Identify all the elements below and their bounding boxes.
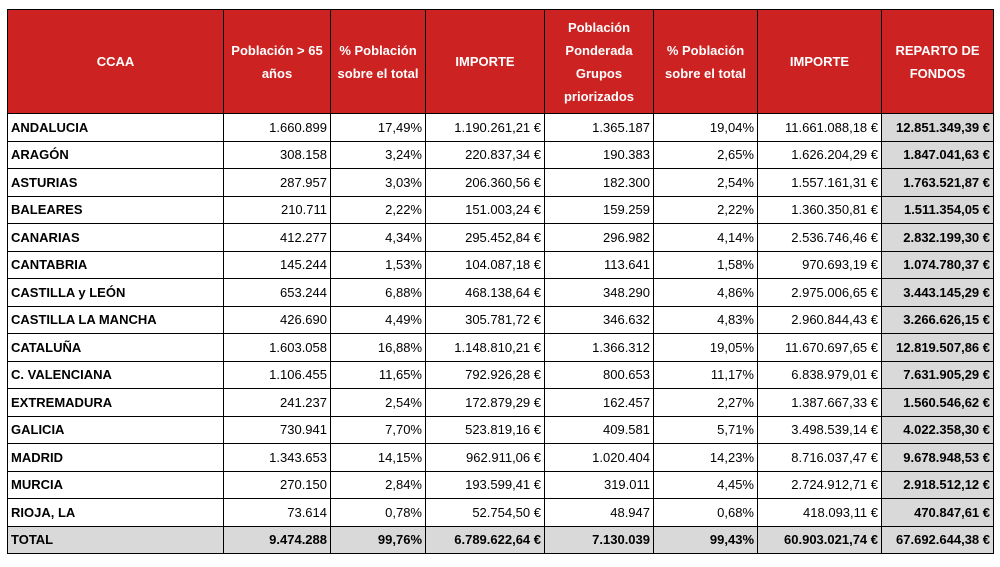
cell-reparto-fondos: 3.443.145,29 € <box>882 279 994 307</box>
cell-pct-poblacion: 6,88% <box>331 279 426 307</box>
cell-importe: 206.360,56 € <box>426 169 545 197</box>
cell-pct-poblacion-2: 4,45% <box>654 471 758 499</box>
table-row <box>8 279 994 307</box>
cell-ccaa: CASTILLA y LEÓN <box>8 279 224 307</box>
cell-ccaa: CANTABRIA <box>8 251 224 279</box>
cell-ccaa: TOTAL <box>8 526 224 554</box>
cell-ccaa: C. VALENCIANA <box>8 361 224 389</box>
header-importe-2: IMPORTE <box>758 10 882 114</box>
cell-reparto-fondos: 1.847.041,63 € <box>882 141 994 169</box>
cell-pct-poblacion-2: 19,05% <box>654 334 758 362</box>
cell-pct-poblacion-2: 4,83% <box>654 306 758 334</box>
header-ccaa: CCAA <box>8 10 224 114</box>
cell-reparto-fondos: 1.074.780,37 € <box>882 251 994 279</box>
cell-importe-2: 1.626.204,29 € <box>758 141 882 169</box>
cell-pct-poblacion: 11,65% <box>331 361 426 389</box>
cell-importe: 6.789.622,64 € <box>426 526 545 554</box>
cell-importe: 1.190.261,21 € <box>426 114 545 142</box>
cell-pct-poblacion-2: 1,58% <box>654 251 758 279</box>
cell-reparto-fondos: 7.631.905,29 € <box>882 361 994 389</box>
cell-pct-poblacion-2: 2,54% <box>654 169 758 197</box>
cell-poblacion-ponderada: 348.290 <box>545 279 654 307</box>
cell-reparto-fondos: 67.692.644,38 € <box>882 526 994 554</box>
cell-importe-2: 1.360.350,81 € <box>758 196 882 224</box>
cell-importe-2: 1.387.667,33 € <box>758 389 882 417</box>
cell-pct-poblacion-2: 0,68% <box>654 499 758 527</box>
cell-pct-poblacion: 16,88% <box>331 334 426 362</box>
cell-reparto-fondos: 4.022.358,30 € <box>882 416 994 444</box>
cell-importe: 468.138,64 € <box>426 279 545 307</box>
cell-reparto-fondos: 2.832.199,30 € <box>882 224 994 252</box>
cell-pct-poblacion-2: 5,71% <box>654 416 758 444</box>
cell-poblacion-ponderada: 159.259 <box>545 196 654 224</box>
cell-pct-poblacion: 0,78% <box>331 499 426 527</box>
cell-pct-poblacion-2: 4,86% <box>654 279 758 307</box>
total-row <box>8 526 994 554</box>
cell-poblacion-ponderada: 1.365.187 <box>545 114 654 142</box>
cell-reparto-fondos: 1.560.546,62 € <box>882 389 994 417</box>
cell-pct-poblacion: 4,49% <box>331 306 426 334</box>
cell-importe: 792.926,28 € <box>426 361 545 389</box>
cell-poblacion-ponderada: 409.581 <box>545 416 654 444</box>
table-row <box>8 114 994 142</box>
cell-poblacion-65: 287.957 <box>224 169 331 197</box>
cell-importe: 52.754,50 € <box>426 499 545 527</box>
header-poblacion-ponderada: Población Ponderada Grupos priorizados <box>545 10 654 114</box>
table-row <box>8 169 994 197</box>
header-row <box>8 10 994 114</box>
cell-reparto-fondos: 1.511.354,05 € <box>882 196 994 224</box>
cell-ccaa: MADRID <box>8 444 224 472</box>
cell-reparto-fondos: 9.678.948,53 € <box>882 444 994 472</box>
cell-poblacion-65: 412.277 <box>224 224 331 252</box>
cell-pct-poblacion-2: 99,43% <box>654 526 758 554</box>
table-row <box>8 224 994 252</box>
cell-importe: 523.819,16 € <box>426 416 545 444</box>
cell-importe-2: 6.838.979,01 € <box>758 361 882 389</box>
cell-poblacion-65: 1.603.058 <box>224 334 331 362</box>
cell-ccaa: GALICIA <box>8 416 224 444</box>
cell-poblacion-65: 210.711 <box>224 196 331 224</box>
cell-ccaa: RIOJA, LA <box>8 499 224 527</box>
cell-pct-poblacion-2: 2,65% <box>654 141 758 169</box>
funds-table <box>7 9 994 554</box>
table-row <box>8 389 994 417</box>
cell-importe: 151.003,24 € <box>426 196 545 224</box>
cell-importe-2: 2.724.912,71 € <box>758 471 882 499</box>
cell-importe: 305.781,72 € <box>426 306 545 334</box>
cell-importe: 172.879,29 € <box>426 389 545 417</box>
cell-pct-poblacion: 4,34% <box>331 224 426 252</box>
cell-pct-poblacion-2: 19,04% <box>654 114 758 142</box>
cell-reparto-fondos: 12.851.349,39 € <box>882 114 994 142</box>
cell-importe: 1.148.810,21 € <box>426 334 545 362</box>
cell-poblacion-ponderada: 48.947 <box>545 499 654 527</box>
cell-importe-2: 60.903.021,74 € <box>758 526 882 554</box>
cell-ccaa: ASTURIAS <box>8 169 224 197</box>
cell-reparto-fondos: 470.847,61 € <box>882 499 994 527</box>
table-row <box>8 334 994 362</box>
table-row <box>8 141 994 169</box>
cell-importe-2: 2.960.844,43 € <box>758 306 882 334</box>
cell-pct-poblacion: 7,70% <box>331 416 426 444</box>
cell-ccaa: EXTREMADURA <box>8 389 224 417</box>
cell-importe-2: 3.498.539,14 € <box>758 416 882 444</box>
cell-pct-poblacion-2: 2,22% <box>654 196 758 224</box>
cell-poblacion-65: 653.244 <box>224 279 331 307</box>
cell-ccaa: BALEARES <box>8 196 224 224</box>
cell-importe-2: 11.670.697,65 € <box>758 334 882 362</box>
cell-pct-poblacion: 99,76% <box>331 526 426 554</box>
header-importe: IMPORTE <box>426 10 545 114</box>
cell-reparto-fondos: 2.918.512,12 € <box>882 471 994 499</box>
cell-poblacion-65: 1.343.653 <box>224 444 331 472</box>
cell-poblacion-65: 308.158 <box>224 141 331 169</box>
cell-ccaa: CASTILLA LA MANCHA <box>8 306 224 334</box>
header-poblacion-65: Población > 65 años <box>224 10 331 114</box>
table-row <box>8 196 994 224</box>
cell-poblacion-65: 1.106.455 <box>224 361 331 389</box>
table-row <box>8 471 994 499</box>
cell-poblacion-ponderada: 182.300 <box>545 169 654 197</box>
cell-importe-2: 11.661.088,18 € <box>758 114 882 142</box>
cell-poblacion-ponderada: 190.383 <box>545 141 654 169</box>
cell-poblacion-ponderada: 296.982 <box>545 224 654 252</box>
cell-poblacion-65: 73.614 <box>224 499 331 527</box>
cell-reparto-fondos: 12.819.507,86 € <box>882 334 994 362</box>
table-row <box>8 361 994 389</box>
cell-pct-poblacion-2: 4,14% <box>654 224 758 252</box>
cell-pct-poblacion-2: 2,27% <box>654 389 758 417</box>
table-row <box>8 306 994 334</box>
cell-pct-poblacion: 2,22% <box>331 196 426 224</box>
cell-poblacion-ponderada: 346.632 <box>545 306 654 334</box>
cell-poblacion-ponderada: 1.020.404 <box>545 444 654 472</box>
cell-poblacion-ponderada: 7.130.039 <box>545 526 654 554</box>
header-reparto-fondos: REPARTO DE FONDOS <box>882 10 994 114</box>
cell-poblacion-ponderada: 113.641 <box>545 251 654 279</box>
cell-pct-poblacion: 17,49% <box>331 114 426 142</box>
table-row <box>8 499 994 527</box>
cell-importe-2: 2.536.746,46 € <box>758 224 882 252</box>
cell-poblacion-65: 145.244 <box>224 251 331 279</box>
table-row <box>8 416 994 444</box>
cell-importe: 962.911,06 € <box>426 444 545 472</box>
cell-poblacion-65: 1.660.899 <box>224 114 331 142</box>
header-pct-poblacion: % Población sobre el total <box>331 10 426 114</box>
cell-poblacion-65: 241.237 <box>224 389 331 417</box>
cell-poblacion-65: 270.150 <box>224 471 331 499</box>
cell-pct-poblacion: 3,24% <box>331 141 426 169</box>
cell-importe-2: 2.975.006,65 € <box>758 279 882 307</box>
cell-reparto-fondos: 1.763.521,87 € <box>882 169 994 197</box>
cell-importe: 193.599,41 € <box>426 471 545 499</box>
cell-poblacion-65: 9.474.288 <box>224 526 331 554</box>
cell-pct-poblacion: 1,53% <box>331 251 426 279</box>
cell-pct-poblacion-2: 14,23% <box>654 444 758 472</box>
cell-ccaa: CATALUÑA <box>8 334 224 362</box>
cell-ccaa: CANARIAS <box>8 224 224 252</box>
cell-importe: 295.452,84 € <box>426 224 545 252</box>
table-row <box>8 444 994 472</box>
cell-ccaa: ARAGÓN <box>8 141 224 169</box>
cell-importe-2: 418.093,11 € <box>758 499 882 527</box>
cell-importe-2: 1.557.161,31 € <box>758 169 882 197</box>
cell-pct-poblacion: 3,03% <box>331 169 426 197</box>
cell-importe-2: 970.693,19 € <box>758 251 882 279</box>
table-row <box>8 251 994 279</box>
table-container <box>7 9 994 554</box>
cell-ccaa: ANDALUCIA <box>8 114 224 142</box>
cell-poblacion-ponderada: 319.011 <box>545 471 654 499</box>
table-body <box>8 114 994 554</box>
cell-reparto-fondos: 3.266.626,15 € <box>882 306 994 334</box>
cell-poblacion-65: 730.941 <box>224 416 331 444</box>
cell-pct-poblacion: 2,54% <box>331 389 426 417</box>
cell-poblacion-ponderada: 162.457 <box>545 389 654 417</box>
header-pct-poblacion-2: % Población sobre el total <box>654 10 758 114</box>
cell-importe: 220.837,34 € <box>426 141 545 169</box>
cell-poblacion-65: 426.690 <box>224 306 331 334</box>
cell-importe: 104.087,18 € <box>426 251 545 279</box>
cell-ccaa: MURCIA <box>8 471 224 499</box>
cell-importe-2: 8.716.037,47 € <box>758 444 882 472</box>
cell-pct-poblacion: 2,84% <box>331 471 426 499</box>
cell-poblacion-ponderada: 800.653 <box>545 361 654 389</box>
cell-pct-poblacion-2: 11,17% <box>654 361 758 389</box>
cell-poblacion-ponderada: 1.366.312 <box>545 334 654 362</box>
cell-pct-poblacion: 14,15% <box>331 444 426 472</box>
